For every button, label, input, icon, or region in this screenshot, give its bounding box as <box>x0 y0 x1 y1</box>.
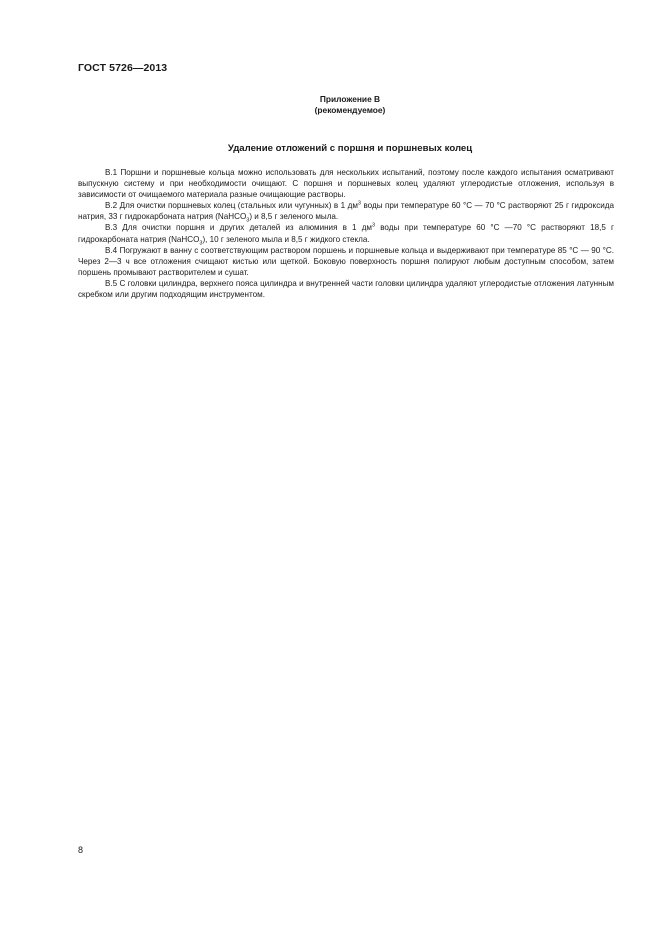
paragraph-b4: В.4 Погружают в ванну с соответствующим раствором поршень и поршневые кольца и выдерживают при температуре 85 °С — 90 °С. Через 2—3 ч все отложения счищают кистью или щеткой. Боковую поверхность поршня полируют любым доступным способом, затем поршень промывают растворителем и сушат. <box>78 245 614 277</box>
paragraph-b2: В.2 Для очистки поршневых колец (стальных или чугунных) в 1 $дм^3$ воды при температуре 60 °С — 70 °С растворяют 25 г гидроксида натрия, 33 г гидрокарбоната натрия (NaHCO$_3$) и 8,5 г зеленого мыла. <box>78 200 614 224</box>
body-text <box>78 167 614 300</box>
appendix-status: (рекомендуемое) <box>314 105 386 115</box>
appendix-heading <box>200 94 500 116</box>
section-title: Удаление отложений с поршня и поршневых колец <box>227 143 473 154</box>
paragraph-b1: В.1 Поршни и поршневые кольца можно использовать для нескольких испытаний, поэтому после каждого испытания осматривают выпускную систему и при необходимости очищают. С поршня и поршневых колец удаляют углеродистые отложения, используя в зависимости от очищаемого материала разные очищающие растворы. <box>78 168 614 200</box>
paragraph-b5: В.5 С головки цилиндра, верхнего пояса цилиндра и внутренней части головки цилиндра удаляют углеродистые отложения латунным скребком или другим подходящим инструментом. <box>78 278 614 300</box>
appendix-title: Приложение В <box>319 94 381 104</box>
page-number: 8 <box>78 845 84 855</box>
paragraph-b3: В.3 Для очистки поршня и других деталей из алюминия в 1 $дм^3$ воды при температуре 60 °С —70 °С растворяют 18,5 г гидрокарбоната натрия (NaHCO$_3$), 10 г зеленого мыла и 8,5 г жидкого стекла. <box>78 222 614 247</box>
document-code: ГОСТ 5726—2013 <box>78 62 168 74</box>
